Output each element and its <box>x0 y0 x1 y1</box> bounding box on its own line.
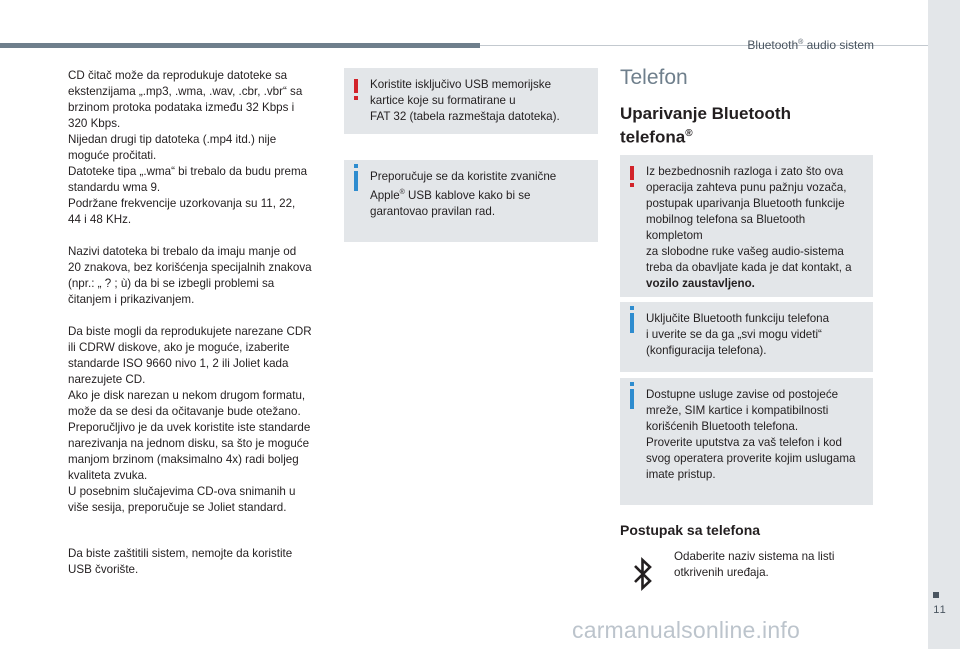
page-number: 11 <box>933 604 947 616</box>
warning-box-usb-format: Koristite isključivo USB memorijske kartice koje su formatirane u FAT 32 (tabela razmeštaja datoteka). <box>344 68 598 134</box>
subsection-title: Uparivanje Bluetooth telefona® <box>620 104 791 147</box>
info-box-apple-cables: Preporučuje se da koristite zvanične Apple® USB kablove kako bi se garantovao pravilan rad. <box>344 160 598 242</box>
info-icon <box>630 313 634 333</box>
info-box-enable-bluetooth: Uključite Bluetooth funkciju telefona i uverite se da ga „svi mogu videti“ (konfiguracija telefona). <box>620 302 873 372</box>
page-header-title: Bluetooth® audio sistem <box>747 38 874 52</box>
info-icon <box>354 171 358 191</box>
paragraph-file-names: Nazivi datoteka bi trebalo da imaju manje od 20 znakova, bez korišćenja specijalnih znakova (npr.: „ ? ; ù) da bi se izbegli problemi sa čitanjem i prikazivanjem. <box>68 245 312 306</box>
procedure-step-text: Odaberite naziv sistema na listi otkrivenih uređaja. <box>674 550 835 579</box>
paragraph-usb-hub: Da biste zaštitili sistem, nemojte da koristite USB čvorište. <box>68 547 293 576</box>
section-title: Telefon <box>620 66 688 89</box>
continuation-marker <box>933 592 939 598</box>
info-icon <box>630 389 634 409</box>
warning-box-safety: Iz bezbednosnih razloga i zato što ova operacija zahteva punu pažnju vozača, postupak uparivanja Bluetooth funkcije mobilnog telefona sa Bluetooth kompletom za slobodne ruke vašeg audio-sistema treba da obavljate kada je dat kontakt, a vozilo zaustavljeno. <box>620 155 873 297</box>
warning-icon <box>630 166 634 180</box>
paragraph-cd-burning: Da biste mogli da reprodukujete narezane CDR ili CDRW diskove, ako je moguće, izaberite standarde ISO 9660 nivo 1, 2 ili Joliet kada narezujete CD. Ako je disk narezan u nekom drugom formatu, može da se desi da očitavanje bude otežano. Preporučljivo je da uvek koristite iste standarde narezivanja na jednom disku, sa što je moguće manjom brzinom (maksimalno 4x) radi boljeg kvaliteta zvuka. U posebnim slučajevima CD-ova snimanih u više sesija, preporučuje se Joliet standard. <box>68 325 312 514</box>
column-cd-usb-info <box>68 68 330 594</box>
info-box-services: Dostupne usluge zavise od postojeće mreže, SIM kartice i kompatibilnosti korišćenih Bluetooth telefona. Proverite uputstva za vaš telefon i kod svog operatera proverite kojim uslugama imate pristup. <box>620 378 873 505</box>
side-margin-strip <box>928 0 960 649</box>
procedure-title: Postupak sa telefona <box>620 522 761 538</box>
paragraph-file-formats: CD čitač može da reprodukuje datoteke sa ekstenzijama „.mp3, .wma, .wav, .cbr, .vbr“ sa brzinom protoka podataka između 32 Kbps i 320 Kbps. Nijedan drugi tip datoteka (.mp4 itd.) nije moguće pročitati. Datoteke tipa „.wma“ bi trebalo da budu prema standardu wma 9. Podržane frekvencije uzorkovanja su 11, 22, 44 i 48 KHz. <box>68 69 308 226</box>
warning-icon <box>354 79 358 93</box>
bluetooth-icon <box>632 557 654 591</box>
watermark: carmanualsonline.info <box>572 617 800 643</box>
header-accent-bar <box>0 43 480 48</box>
